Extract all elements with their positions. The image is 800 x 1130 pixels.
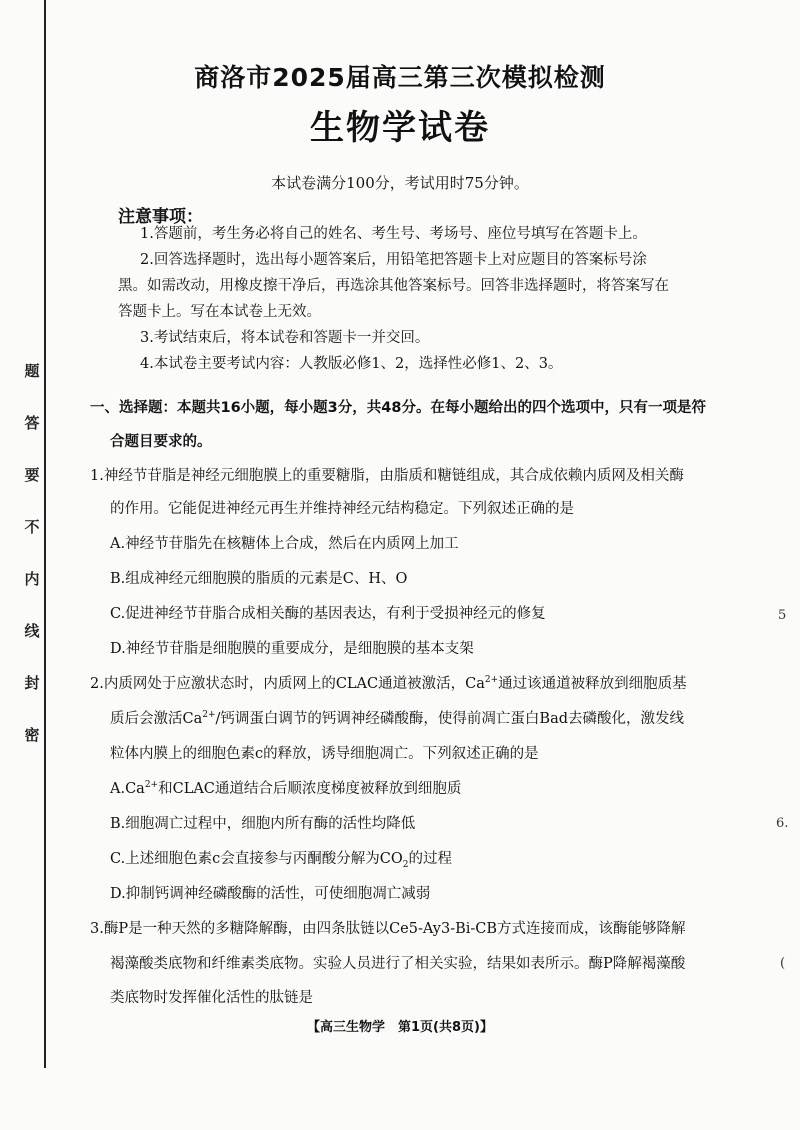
notice-item: 4.本试卷主要考试内容：人教版必修1、2，选择性必修1、2、3。 — [140, 356, 563, 372]
q2-stem-cont — [110, 707, 684, 728]
side-char: 内 — [24, 570, 40, 588]
side-char: 答 — [24, 414, 40, 432]
q1-stem-cont: 的作用。它能促进神经元再生并维持神经元结构稳定。下列叙述正确的是 — [110, 501, 574, 517]
side-char: 封 — [24, 674, 40, 692]
side-char: 题 — [24, 362, 40, 380]
binding-line — [44, 0, 46, 1068]
superscript: 2+ — [484, 675, 499, 686]
q2-option-a — [110, 777, 461, 798]
q3-stem: 3.酶P是一种天然的多糖降解酶，由四条肽链以Ce5-Ay3-Bi-CB方式连接而成，该酶能够降解 — [90, 921, 686, 937]
subscript: 2 — [402, 859, 409, 870]
superscript: 2+ — [202, 710, 216, 721]
side-char: 密 — [24, 726, 40, 744]
page-footer: 【高三生物学 第1页(共8页)】 — [307, 1020, 493, 1035]
q3-stem-cont: 褐藻酸类底物和纤维素类底物。实验人员进行了相关实验，结果如表所示。酶P降解褐藻酸 — [110, 956, 686, 972]
notice-item: 黑。如需改动，用橡皮擦干净后，再选涂其他答案标号。回答非选择题时，将答案写在 — [118, 278, 669, 294]
q1-option-d: D.神经节苷脂是细胞膜的重要成分，是细胞膜的基本支架 — [110, 641, 474, 657]
notice-item: 1.答题前，考生务必将自己的姓名、考生号、考场号、座位号填写在答题卡上。 — [140, 226, 647, 242]
q2-option-d: D.抑制钙调神经磷酸酶的活性，可使细胞凋亡减弱 — [110, 886, 431, 902]
q3-stem-cont: 类底物时发挥催化活性的肽链是 — [110, 990, 313, 1006]
notice-item: 3.考试结束后，将本试卷和答题卡一并交回。 — [140, 330, 430, 346]
q1-option-b: B.组成神经元细胞膜的脂质的元素是C、H、O — [110, 571, 408, 587]
q2-option-c-part: 的过程 — [408, 851, 453, 867]
q2-stem-cont: 粒体内膜上的细胞色素c的释放，诱导细胞凋亡。下列叙述正确的是 — [110, 746, 539, 762]
q2-stem-part: 2.内质网处于应激状态时，内质网上的CLAC通道被激活，Ca — [90, 676, 485, 692]
margin-mark: 6. — [776, 816, 789, 831]
side-char: 要 — [24, 466, 40, 484]
q2-stem-part: /钙调蛋白调节的钙调神经磷酸酶，使得前凋亡蛋白Bad去磷酸化，激发线 — [215, 711, 684, 727]
q1-option-a: A.神经节苷脂先在核糖体上合成，然后在内质网上加工 — [110, 536, 459, 552]
superscript: 2+ — [144, 780, 159, 791]
q2-option-a-part: A.Ca — [110, 781, 145, 797]
q2-option-c — [110, 847, 452, 870]
side-char: 不 — [24, 518, 40, 536]
notice-item: 2.回答选择题时，选出每小题答案后，用铅笔把答题卡上对应题目的答案标号涂 — [140, 252, 647, 268]
exam-title: 商洛市2025届高三第三次模拟检测 — [194, 63, 606, 92]
q1-stem: 1.神经节苷脂是神经元细胞膜上的重要糖脂，由脂质和糖链组成，其合成依赖内质网及相关酶 — [90, 468, 684, 484]
section-heading: 一、选择题：本题共16小题，每小题3分，共48分。在每小题给出的四个选项中，只有一项是符 — [90, 400, 706, 416]
side-char: 线 — [24, 622, 40, 640]
q2-option-a-part: 和CLAC通道结合后顺浓度梯度被释放到细胞质 — [158, 781, 462, 797]
margin-mark: ( — [780, 956, 786, 971]
q2-stem — [90, 672, 687, 693]
notice-item: 答题卡上。写在本试卷上无效。 — [118, 304, 321, 320]
q1-option-c: C.促进神经节苷脂合成相关酶的基因表达，有利于受损神经元的修复 — [110, 606, 546, 622]
q2-option-b: B.细胞凋亡过程中，细胞内所有酶的活性均降低 — [110, 816, 416, 832]
exam-info: 本试卷满分100分，考试用时75分钟。 — [271, 174, 529, 192]
subject-title: 生物学试卷 — [310, 108, 490, 148]
section-heading-cont: 合题目要求的。 — [110, 434, 212, 450]
q2-stem-part: 质后会激活Ca — [110, 711, 203, 727]
q2-stem-part: 通过该通道被释放到细胞质基 — [498, 676, 687, 692]
q2-option-c-part: C.上述细胞色素c会直接参与丙酮酸分解为CO — [110, 851, 403, 867]
notice-title: 注意事项： — [118, 207, 203, 227]
margin-mark: 5 — [778, 608, 787, 623]
